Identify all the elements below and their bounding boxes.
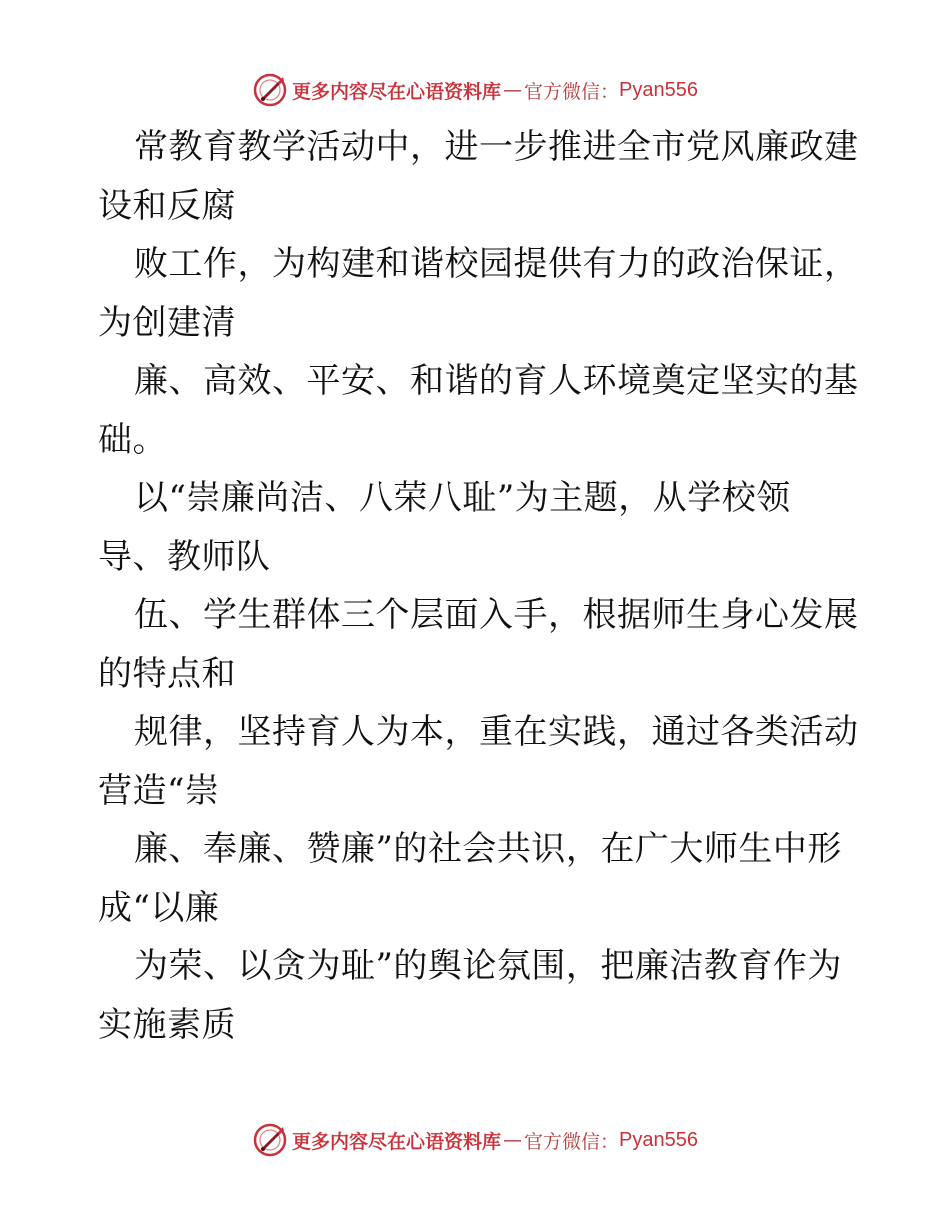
banner-wechat-id: Pyan556 xyxy=(619,78,698,101)
banner-slogan: 更多内容尽在心语资料库 xyxy=(292,80,502,103)
pen-nib-logo-icon xyxy=(252,1122,288,1158)
text-line: 础。 xyxy=(98,419,167,460)
banner-separator: — xyxy=(503,79,523,101)
text-line: 的特点和 xyxy=(98,653,236,694)
text-line: 实施素质 xyxy=(98,1004,236,1045)
banner-wechat-label: 官方微信： xyxy=(524,1130,620,1153)
banner-slogan: 更多内容尽在心语资料库 xyxy=(292,1130,502,1153)
text-line: 设和反腐 xyxy=(98,185,236,226)
text-line: 以“崇廉尚洁、八荣八耻”为主题，从学校领 xyxy=(134,478,791,518)
banner-wechat-id: Pyan556 xyxy=(619,1128,698,1151)
text-line: 廉、高效、平安、和谐的育人环境奠定坚实的基 xyxy=(134,361,859,401)
document-body xyxy=(98,118,858,1054)
footer-banner xyxy=(0,1120,950,1160)
text-line: 廉、奉廉、赞廉”的社会共识，在广大师生中形 xyxy=(134,829,842,869)
text-line: 为荣、以贪为耻”的舆论氛围，把廉洁教育作为 xyxy=(134,946,842,986)
text-line: 败工作，为构建和谐校园提供有力的政治保证， xyxy=(134,244,859,284)
text-line: 常教育教学活动中，进一步推进全市党风廉政建 xyxy=(134,127,859,167)
text-line: 成“以廉 xyxy=(98,887,220,928)
text-line: 导、教师队 xyxy=(98,536,271,577)
pen-nib-logo-icon xyxy=(252,72,288,108)
banner-wechat-label: 官方微信： xyxy=(524,80,620,103)
text-line: 规律，坚持育人为本，重在实践，通过各类活动 xyxy=(134,712,859,752)
text-line: 为创建清 xyxy=(98,302,236,343)
text-line: 营造“崇 xyxy=(98,770,220,811)
text-line: 伍、学生群体三个层面入手，根据师生身心发展 xyxy=(134,595,859,635)
banner-separator: — xyxy=(503,1129,523,1151)
header-banner xyxy=(0,70,950,110)
